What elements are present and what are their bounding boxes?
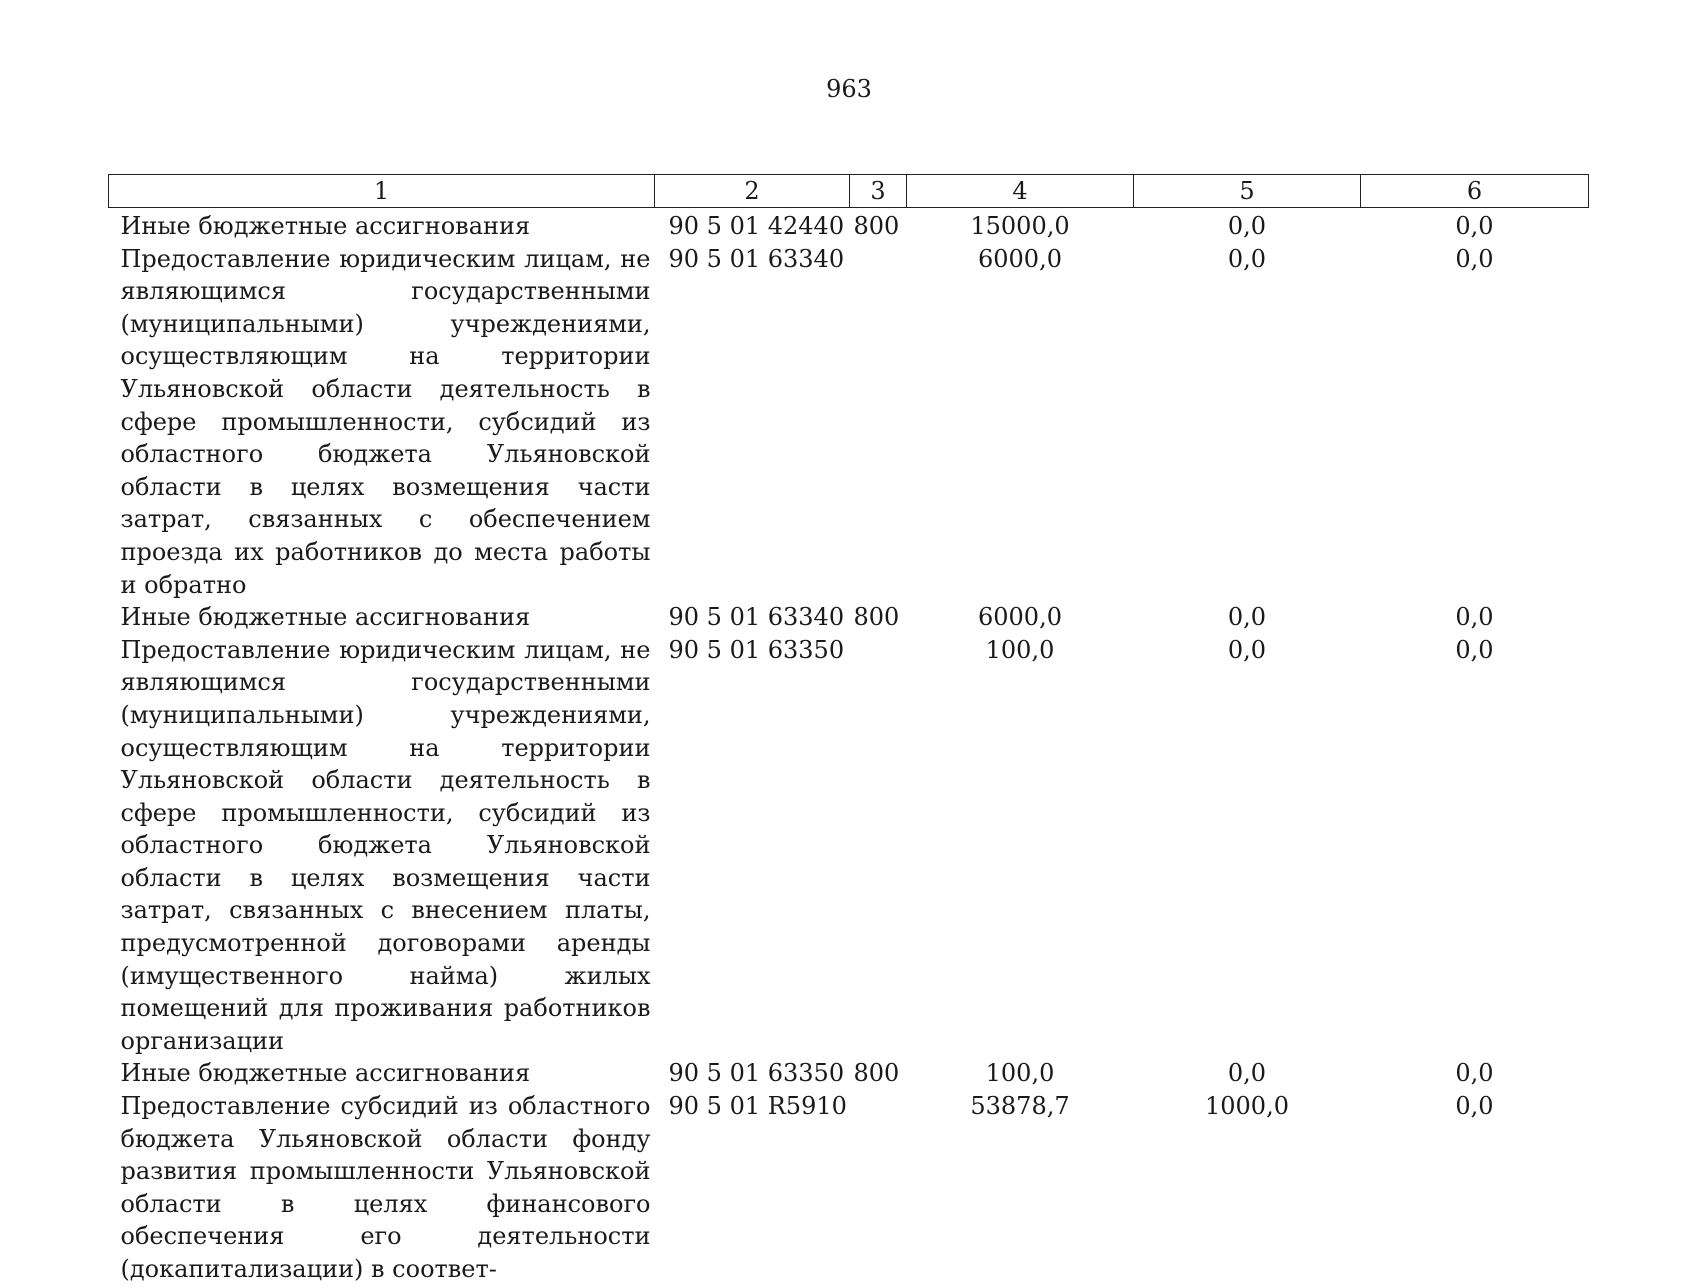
row-amount-year1: 100,0 xyxy=(985,635,1055,664)
table-row xyxy=(109,1090,1589,1286)
row-amount-year1: 53878,7 xyxy=(970,1092,1070,1121)
budget-table xyxy=(108,174,1589,1286)
row-target-code: 90 5 01 R5910 xyxy=(668,1092,847,1121)
table-header xyxy=(109,175,1589,208)
table-body xyxy=(109,208,1589,1286)
row-amount-year3: 0,0 xyxy=(1455,1092,1494,1121)
row-expense-type: 800 xyxy=(853,212,900,240)
row-target-code: 90 5 01 63350 xyxy=(668,635,845,664)
column-header-6: 6 xyxy=(1361,175,1589,208)
table-row xyxy=(109,1057,1589,1090)
row-amount-year1: 15000,0 xyxy=(970,212,1070,240)
row-amount-year2: 0,0 xyxy=(1227,603,1267,632)
row-amount-year3: 0,0 xyxy=(1455,635,1494,664)
page-number: 963 xyxy=(826,75,872,103)
header-row xyxy=(109,175,1589,208)
row-amount-year3: 0,0 xyxy=(1455,212,1494,240)
table-row xyxy=(109,243,1589,602)
column-header-4: 4 xyxy=(907,175,1134,208)
table-row xyxy=(109,634,1589,1058)
row-amount-year2: 0,0 xyxy=(1227,244,1267,273)
row-expense-type xyxy=(850,243,907,602)
row-amount-year1: 100,0 xyxy=(985,1059,1055,1088)
row-amount-year2: 1000,0 xyxy=(1205,1092,1289,1121)
row-expense-type: 800 xyxy=(853,603,900,632)
row-amount-year3: 0,0 xyxy=(1455,603,1494,632)
row-expense-type: 800 xyxy=(853,1059,900,1088)
row-amount-year3: 0,0 xyxy=(1455,1059,1494,1088)
row-name: Предоставление юридическим лицам, не являющимся государственными (муниципальными) учреждениями, осуществляющим на территории Ульяновской области деятельность в сфере промышленности, субсидий из областного бюджета Ульяновской области в целях возмещения части затрат, связанных с внесением платы, предусмотренной договорами аренды (имущественного найма) жилых помещений для проживания работников организации xyxy=(120,635,651,1055)
row-target-code: 90 5 01 63340 xyxy=(668,603,845,632)
table-row xyxy=(109,208,1589,243)
column-header-2: 2 xyxy=(655,175,850,208)
row-amount-year2: 0,0 xyxy=(1227,212,1267,240)
row-target-code: 90 5 01 63340 xyxy=(668,244,845,273)
row-name: Иные бюджетные ассигнования xyxy=(120,1059,531,1088)
row-amount-year1: 6000,0 xyxy=(978,244,1062,273)
row-name: Иные бюджетные ассигнования xyxy=(120,212,531,240)
row-name: Предоставление юридическим лицам, не являющимся государственными (муниципальными) учреждениями, осуществляющим на территории Ульяновской области деятельность в сфере промышленности, субсидий из областного бюджета Ульяновской области в целях возмещения части затрат, связанных с обеспечением проезда их работников до места работы и обратно xyxy=(120,244,651,599)
column-header-5: 5 xyxy=(1134,175,1361,208)
row-expense-type xyxy=(850,1090,907,1286)
row-expense-type xyxy=(850,634,907,1058)
column-header-1: 1 xyxy=(109,175,655,208)
row-amount-year3: 0,0 xyxy=(1455,244,1494,273)
row-target-code: 90 5 01 42440 xyxy=(668,212,845,240)
row-target-code: 90 5 01 63350 xyxy=(668,1059,845,1088)
row-amount-year2: 0,0 xyxy=(1227,1059,1267,1088)
column-header-3: 3 xyxy=(850,175,907,208)
row-name: Предоставление субсидий из областного бюджета Ульяновской области фонду развития промышленности Ульяновской области в целях финансового обеспечения его деятельности (докапитализации) в соответ- xyxy=(120,1092,651,1283)
row-amount-year1: 6000,0 xyxy=(978,603,1062,632)
table-row xyxy=(109,601,1589,634)
row-amount-year2: 0,0 xyxy=(1227,635,1267,664)
row-name: Иные бюджетные ассигнования xyxy=(120,603,531,632)
